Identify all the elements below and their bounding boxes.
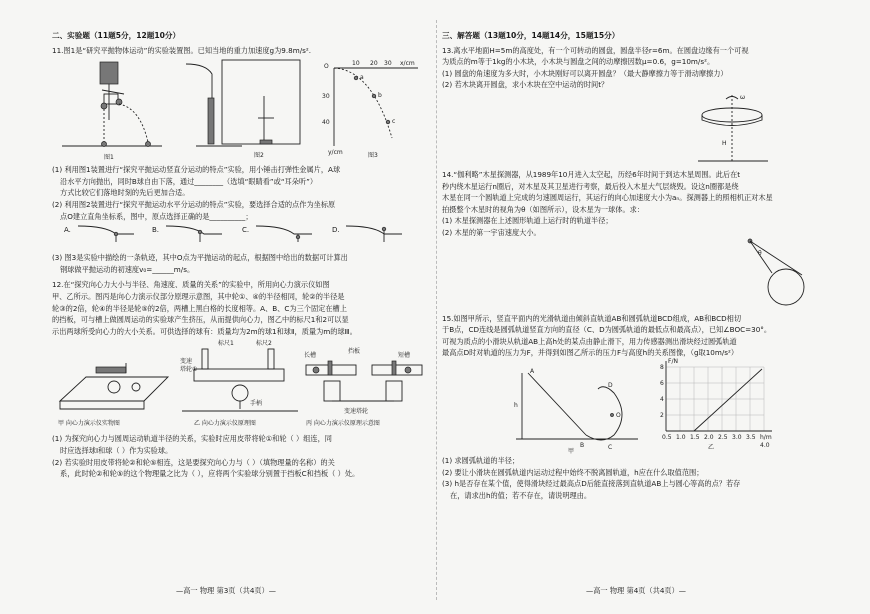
q13-line2: 为质点的m等于1kg的小木块，小木块与圆盘之间的动摩擦因数μ=0.6，g=10m/s²。 <box>442 57 715 67</box>
option-a-diagram <box>76 220 136 242</box>
fig3-point-c: c <box>392 118 396 126</box>
option-b <box>152 224 159 237</box>
fig3-caption: 图3 <box>368 152 378 160</box>
q11-intro: 11.图1是“研究平抛物体运动”的实验装置图。已知当地的重力加速度g为9.8m/s². <box>52 45 312 55</box>
q15-xtick-3: 1.5 <box>690 433 700 441</box>
q12-line1: 12.在“探究向心力大小与半径、角速度、质量的关系”的实验中，所用向心力演示仪如图 <box>52 280 330 290</box>
option-d-label: D. <box>332 226 340 235</box>
figure-jia-demonstrator <box>56 339 176 431</box>
q13-height-label: H <box>722 139 727 147</box>
q11-part3-line1: (3) 图3是实验中描绘的一条轨迹，其中O点为平抛运动的起点，根据图中给出的数据可计算出 <box>52 253 348 263</box>
q15-caption-jia: 甲 <box>568 447 575 455</box>
fig3-origin: O <box>324 63 329 71</box>
q15-part3-line1: (3) h是否存在某个值，使得滑块经过最高点D后能直接落到直轨道AB上与圆心等高的点？若存 <box>442 479 741 489</box>
fig3-y-axis-label: y/cm <box>328 149 343 157</box>
section-title-solutions: 三、解答题（13题10分，14题14分，15题15分） <box>442 31 620 40</box>
fig3-point-a: a <box>360 74 364 82</box>
option-d <box>332 224 340 237</box>
right-page <box>442 30 830 501</box>
figure-1-apparatus <box>62 60 172 160</box>
fig12-bianshu1: 变速 <box>180 358 193 366</box>
q15-figure-area <box>442 359 830 455</box>
option-c <box>242 224 249 237</box>
q11-options <box>52 222 430 252</box>
q15-line3: 可视为质点的小滑块从轨道AB上高h处的某点由静止滑下，用力传感器测出滑块经过圆弧轨道 <box>442 336 737 346</box>
q13-omega: ω <box>740 93 746 101</box>
fig3-tick-x10: 10 <box>352 60 360 68</box>
option-b-diagram <box>164 220 224 242</box>
q11-part2-line1: (2) 利用图2装置进行“探究平抛运动水平分运动的特点”实验，要选择合适的点作为坐标原 <box>52 199 336 209</box>
page-divider <box>436 20 437 600</box>
option-a-label: A. <box>64 226 71 235</box>
q15-force-graph <box>652 359 782 451</box>
fig12-yi-caption: 乙 向心力演示仪原理图 <box>194 420 256 428</box>
q12-line2: 甲、乙所示。图丙是向心力演示仪部分原理示意图，其中轮①、④的半径相同，轮②的半径是 <box>52 291 345 301</box>
q15-xtick-5: 2.5 <box>718 433 728 441</box>
option-c-diagram <box>254 220 314 242</box>
fig3-tick-40: 40 <box>322 119 330 127</box>
q15-xtick-6: 3.0 <box>732 433 742 441</box>
q15-xtick-1: 0.5 <box>662 433 672 441</box>
footer-page-3: —高一 物理 第3页（共4页）— <box>176 586 276 595</box>
figure-bing-principle <box>302 339 430 431</box>
fig12-lunbian: 变速塔轮 <box>344 408 369 416</box>
fig12-bing-caption: 丙 向心力演示仪原理示意图 <box>306 420 380 428</box>
q15-label-o: O <box>616 411 621 419</box>
q15-ytick-4: 4 <box>660 395 664 403</box>
fig12-bianshu2: 塔轮① <box>180 366 198 374</box>
q13-disk-figure <box>692 91 772 165</box>
fig1-caption: 图1 <box>104 154 114 162</box>
q15-xtick-4: 2.0 <box>704 433 714 441</box>
q15-xtick-7: 3.5 <box>746 433 756 441</box>
option-d-diagram <box>344 220 404 242</box>
q14-line6: (2) 木星的第一宇宙速度大小。 <box>442 227 541 237</box>
fig2-caption: 图2 <box>254 152 264 160</box>
q15-xtick-8: 4.0 <box>760 441 770 449</box>
figure-3-trajectory <box>322 58 422 158</box>
q11-part2-line2: 点O建立直角坐标系，图中，原点选择正确的是__________； <box>60 211 253 221</box>
q15-part3-line2: 在，请求出h的值；若不存在，请说明理由。 <box>450 490 592 500</box>
fig12-biaochi1: 标尺1 <box>218 340 234 348</box>
q14-line3: 木星在同一个圆轨道上完成的匀速圆周运行，其运行的向心加速度大小为aₙ。探测器上的照相机正对木星 <box>442 193 773 203</box>
q12-part1-line2: 时应选择球Ⅰ和球（ ）作为实验球。 <box>60 445 173 455</box>
q15-track-figure <box>512 363 642 453</box>
q15-f-axis: F/N <box>668 357 678 365</box>
figure-2-board <box>182 58 302 158</box>
q14-line2: 秒内绕木星运行n圈后，对木星及其卫星进行考察，最后投入木星大气层烧毁。设这n圈都是绕 <box>442 181 739 191</box>
q15-line1: 15.如图甲所示，竖直平面内的光滑轨道由倾斜直轨道AB和圆弧轨道BCD组成，AB和BCD相切 <box>442 313 742 323</box>
fig3-tick-x30: 30 <box>384 60 392 68</box>
fig12-jia-caption: 甲 向心力演示仪实物图 <box>58 420 120 428</box>
q13-line1: 13.离水平地面H=5m的高度处，有一个可转动的圆盘，圆盘半径r=6m。在圆盘边缘有一个可视 <box>442 45 749 55</box>
fig3-point-b: b <box>378 92 382 100</box>
q12-line4: 的挡板，可与槽上做圆周运动的实验球产生挤压，从而提供向心力，图乙中的标尺1和2可以显 <box>52 315 349 325</box>
q15-line2: 于B点，CD连线是圆弧轨道竖直方向的直径（C、D为圆弧轨道的最低点和最高点），已知∠BOC=30°。 <box>442 325 772 335</box>
q11-part1-line2: 沿水平方向抛出，同时B球自由下落，通过________（选填“眼睛看”或“耳朵听”） <box>60 176 318 186</box>
q14-figure-area <box>442 239 830 313</box>
q13-figure-area <box>442 91 830 169</box>
q15-xtick-2: 1.0 <box>676 433 686 441</box>
q15-caption-yi: 乙 <box>708 443 715 451</box>
fig3-tick-x20: 20 <box>370 60 378 68</box>
q12-part1-line1: (1) 为探究向心力与圆周运动轨道半径的关系，实验时应用皮带将轮①和轮（ ）组连，同 <box>52 434 332 444</box>
q14-theta: θ <box>758 249 762 257</box>
fig3-tick-30: 30 <box>322 93 330 101</box>
q15-label-b: B <box>580 441 585 449</box>
q15-ytick-6: 6 <box>660 379 664 387</box>
q14-line4: 拍摄整个木星时的视角为θ（如图所示），设木星为一球体。求： <box>442 204 645 214</box>
q15-label-a: A <box>530 367 535 375</box>
q15-part2: (2) 要让小滑块在圆弧轨道内运动过程中始终不脱离圆轨道，h应在什么取值范围； <box>442 467 704 477</box>
q12-line3: 轮③的2倍，轮④的半径是轮⑤的2倍，两槽上黑白格的长度相等。A、B、C为三个固定在槽上 <box>52 303 347 313</box>
left-page <box>52 30 430 480</box>
q15-ytick-2: 2 <box>660 411 664 419</box>
q14-jupiter-figure <box>742 235 822 309</box>
section-title-experiments: 二、实验题（11题5分，12题10分） <box>52 31 181 40</box>
q15-label-h: h <box>514 401 518 409</box>
q15-ytick-8: 8 <box>660 363 664 371</box>
q15-h-axis: h/m <box>760 433 772 441</box>
option-b-label: B. <box>152 226 160 235</box>
q15-label-c: C <box>608 443 613 451</box>
q11-part1-line1: (1) 利用图1装置进行“探究平抛运动竖直分运动的特点”实验，用小锤击打弹性金属片，A球 <box>52 165 341 175</box>
option-a <box>64 224 71 237</box>
q12-figures <box>52 337 430 433</box>
q15-line4: 最高点D时对轨道的压力为F，并得到如图乙所示的压力F与高度h的关系图像，（g取10m/s²） <box>442 348 739 358</box>
fig12-shoubing: 手柄 <box>250 400 263 408</box>
figure-yi-schematic <box>180 339 300 431</box>
fig3-x-axis-label: x/cm <box>400 60 415 68</box>
q11-part3-line2: 钢球做平抛运动的初速度v₀=______m/s。 <box>60 264 195 274</box>
q12-line5: 示出两球所受向心力的大小关系。可供选择的球有：质量均为2m的球1和球Ⅱ，质量为m的球Ⅲ。 <box>52 326 357 336</box>
q15-part1: (1) 求圆弧轨道的半径； <box>442 455 520 465</box>
q12-part2-line2: 系，此时轮②和轮⑤的这个物理量之比为（ ），应将两个实验球分别置于挡板C和挡板（ ）处。 <box>60 469 360 479</box>
q11-figures <box>52 56 430 164</box>
q14-line1: 14.“伽利略”木星探测器，从1989年10月进入太空起，历经6年时间于到达木星周围。此后在t <box>442 169 741 179</box>
q14-line5: (1) 木星探测器在上述圆形轨道上运行时的轨道半径； <box>442 216 613 226</box>
q13-line4: (2) 若木块离开圆盘，求小木块在空中运动的时间t？ <box>442 80 609 90</box>
footer-page-4: —高一 物理 第4页（共4页）— <box>586 586 686 595</box>
q11-part1-line3: 方式比较它们落地时刻的先后更加合适。 <box>60 188 190 198</box>
fig12-biaochi2: 标尺2 <box>256 340 272 348</box>
fig12-duancao: 短槽 <box>398 352 411 360</box>
q15-label-d: D <box>608 381 613 389</box>
option-c-label: C. <box>242 226 250 235</box>
q12-part2-line1: (2) 若实验时用皮带将轮②和轮⑤相连，这是要探究向心力与（ ）（填物理量的名称）的关 <box>52 457 335 467</box>
fig12-changcao: 长槽 <box>304 352 317 360</box>
q13-line3: (1) 圆盘的角速度为多大时，小木块刚好可以离开圆盘？（最大静摩擦力等于滑动摩擦力） <box>442 68 728 78</box>
fig12-dangban: 挡板 <box>348 348 361 356</box>
